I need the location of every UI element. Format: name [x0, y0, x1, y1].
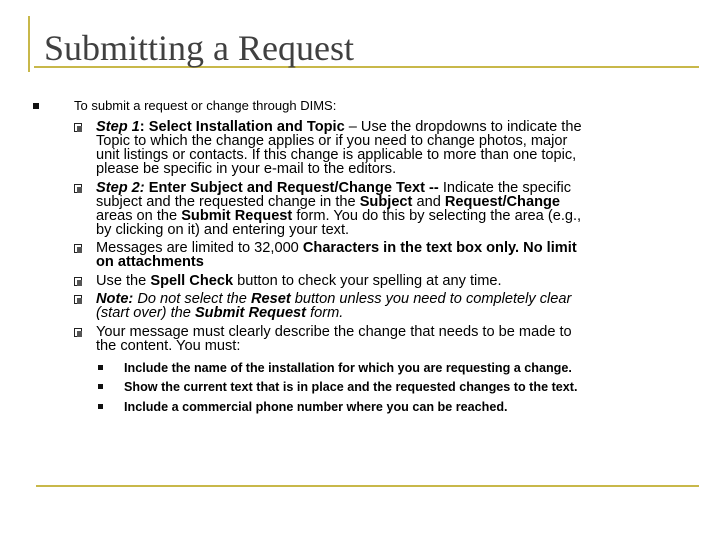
note-item: Note: Do not select the Reset button unless you need to completely clear (start over) the Submit Request form.: [74, 292, 692, 320]
checkbox-bullet-icon: [74, 244, 82, 253]
title-accent-vertical: [28, 16, 30, 72]
checkbox-bullet-icon: [74, 123, 82, 132]
checkbox-bullet-icon: [74, 277, 82, 286]
requirements-list: [96, 361, 692, 414]
square-bullet-icon: [98, 384, 103, 389]
limit-item: Messages are limited to 32,000 Characters in the text box only. No limit on attachments: [74, 241, 692, 269]
must-item: Your message must clearly describe the change that needs to be made to the content. You must: Include the name of the installation for which you are requesting a change. Show the current text that is in place and the requested changes to the text. Include a commercial phone number where you can be reached.: [74, 325, 692, 414]
requirement-item: Include the name of the installation for which you are requesting a change.: [96, 361, 692, 375]
requirement-item: Show the current text that is in place and the requested changes to the text.: [96, 380, 692, 394]
spell-check-item: Use the Spell Check button to check your spelling at any time.: [74, 274, 692, 288]
footer-rule: [36, 485, 699, 487]
square-bullet-icon: [33, 103, 39, 109]
slide-title: Submitting a Request: [44, 28, 354, 68]
checkbox-bullet-icon: [74, 184, 82, 193]
intro-text: To submit a request or change through DIMS:: [74, 98, 337, 113]
step2-item: Step 2: Enter Subject and Request/Change Text -- Indicate the specific subject and the requested change in the Subject and Request/Change areas on the Submit Request form. You do this by selecting the area (e.g., by clicking on it) and entering your text.: [74, 181, 692, 237]
content-body: [32, 98, 692, 419]
requirement-item: Include a commercial phone number where you can be reached.: [96, 400, 692, 414]
checkbox-bullet-icon: [74, 328, 82, 337]
sub-bullet-list: [74, 120, 692, 414]
step1-item: Step 1: Select Installation and Topic – Use the dropdowns to indicate the Topic to which the change applies or if you need to change photos, major unit listings or contacts. If this change is applicable to more than one topic, please be specific in your e-mail to the editors.: [74, 120, 692, 176]
square-bullet-icon: [98, 404, 103, 409]
checkbox-bullet-icon: [74, 295, 82, 304]
intro-bullet: [32, 98, 692, 414]
square-bullet-icon: [98, 365, 103, 370]
